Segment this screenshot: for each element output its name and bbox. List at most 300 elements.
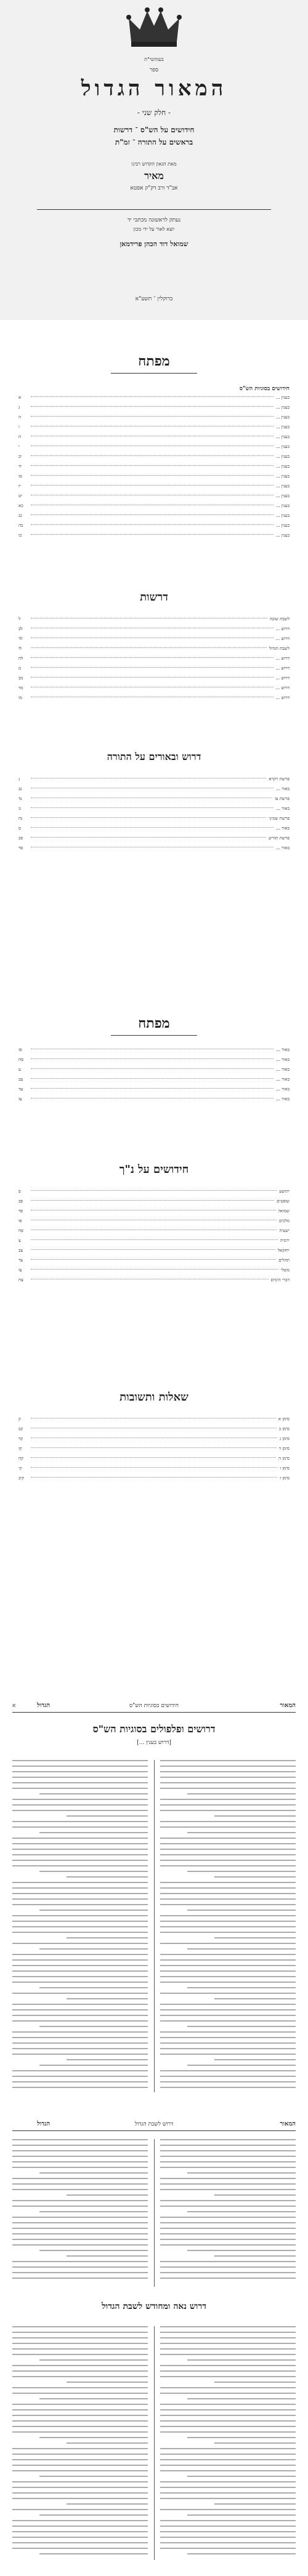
text-line — [12, 2048, 148, 2049]
text-line — [39, 2026, 148, 2027]
text-line — [160, 1943, 296, 1944]
text-line — [12, 2081, 148, 2082]
text-line — [12, 2037, 148, 2038]
toc-leader-dots — [31, 465, 274, 466]
toc-entry-text: דרוש ... — [275, 676, 290, 681]
toc-row — [18, 1237, 290, 1244]
toc-page-number: יז — [18, 484, 21, 489]
toc-entry-text: תהלים — [278, 1258, 290, 1263]
text-line — [160, 2266, 296, 2268]
text-line — [12, 2139, 148, 2140]
toc-page-number: פו — [18, 1218, 22, 1223]
text-line — [67, 1815, 148, 1817]
toc-page-number: ג — [18, 405, 20, 410]
toc-leader-dots — [31, 1457, 276, 1458]
text-line — [160, 2015, 296, 2016]
text-line — [12, 1970, 148, 1972]
text-line — [160, 1799, 296, 1800]
text-line — [12, 2448, 148, 2449]
toc-row — [18, 1076, 290, 1083]
text-line — [12, 2156, 148, 2157]
toc-heading: מפתח — [138, 353, 170, 369]
toc-page-number: נב — [18, 786, 22, 791]
toc-page-number: כג — [18, 513, 22, 518]
toc-entry-text: בענין ... — [275, 405, 290, 410]
text-page-1 — [0, 1698, 308, 2105]
text-line — [39, 2359, 148, 2361]
text-line — [12, 1915, 148, 1916]
toc-entry-text: סימן ז — [280, 1476, 290, 1481]
text-line — [160, 1887, 296, 1889]
toc-section-c — [18, 1415, 290, 1484]
text-line — [160, 2326, 296, 2327]
text-line — [67, 1937, 148, 1938]
toc-entry-text: דרוש ... — [275, 656, 290, 661]
running-head-left: הגדול — [37, 1702, 51, 1709]
text-line — [160, 1804, 296, 1806]
toc-entry-text: דרוש ... — [275, 666, 290, 671]
text-line — [160, 1965, 296, 1966]
toc-entry-text: פרשת תזריע — [268, 836, 290, 841]
publisher-name: שמואל דוד הכהן פרידמאן — [120, 240, 188, 248]
page-number: א — [12, 1703, 16, 1709]
text-line — [160, 2183, 296, 2185]
toc-row — [18, 512, 290, 519]
toc-page-number: צח — [18, 1278, 23, 1282]
toc-row — [18, 795, 290, 802]
text-line — [12, 1898, 148, 1900]
text-line — [160, 1959, 296, 1961]
toc-row — [18, 453, 290, 460]
toc-leader-dots — [31, 524, 274, 525]
text-line — [160, 2526, 296, 2527]
toc-row — [18, 805, 290, 812]
toc-page-number: סב — [18, 836, 23, 841]
text-line — [214, 1876, 296, 1878]
text-line — [12, 2015, 148, 2016]
text-line — [12, 2004, 148, 2005]
toc-row — [18, 1095, 290, 1103]
toc-entry-text: מלכים — [278, 1218, 290, 1223]
text-line — [160, 2239, 296, 2240]
toc-leader-dots — [31, 657, 274, 658]
text-line — [67, 1998, 148, 1999]
toc-entry-text: בענין ... — [275, 503, 290, 508]
text-line — [39, 1910, 148, 1911]
text-line — [160, 2481, 296, 2482]
toc-row — [18, 1425, 290, 1433]
body-text-right-col — [160, 1760, 296, 2092]
toc-page-number: סד — [18, 846, 23, 850]
body-text-right-col — [160, 2326, 296, 2559]
text-line — [160, 2542, 296, 2543]
text-line — [160, 2343, 296, 2344]
toc-entry-text: באור ... — [276, 1057, 290, 1062]
text-line — [39, 2553, 148, 2554]
toc-page-number: לד — [18, 636, 23, 641]
text-line — [187, 1987, 296, 1988]
toc-entry-text: דרוש ... — [275, 686, 290, 690]
toc-entry-text: דברי הימים — [270, 1278, 290, 1282]
text-line — [160, 1993, 296, 1994]
toc-page-number: קח — [18, 1456, 23, 1461]
body-text-left-col — [12, 1760, 148, 2092]
toc-page-number: פד — [18, 1209, 23, 1214]
toc-leader-dots — [31, 1239, 278, 1240]
title-page — [0, 0, 308, 320]
text-line — [12, 2161, 148, 2162]
toc-page-number: עו — [18, 1097, 22, 1102]
toc-leader-dots — [31, 827, 274, 828]
text-line — [160, 1854, 296, 1855]
toc-entry-text: בענין ... — [275, 425, 290, 430]
toc-row — [18, 1066, 290, 1073]
body-text-left-col — [12, 2326, 148, 2559]
publisher-line-2: יוצא לאור על ידי מכון — [133, 226, 175, 232]
text-line — [12, 1838, 148, 1839]
text-line — [67, 2503, 148, 2505]
author-line-2: אב"ד ורב דק"ק אפטא — [130, 185, 178, 191]
toc-row — [18, 414, 290, 421]
text-line — [160, 2042, 296, 2044]
text-line — [12, 2087, 148, 2088]
text-line — [160, 2365, 296, 2366]
toc-row — [18, 694, 290, 702]
text-line — [160, 1838, 296, 1839]
text-line — [12, 1954, 148, 1955]
toc-entry-text: בענין ... — [275, 434, 290, 439]
text-line — [12, 2348, 148, 2350]
text-line — [12, 2054, 148, 2055]
toc-row — [18, 492, 290, 500]
toc-entry-text: בענין ... — [275, 395, 290, 400]
text-line — [12, 2426, 148, 2427]
text-line — [160, 1826, 296, 1828]
toc-entry-text: בענין ... — [275, 444, 290, 449]
toc-row — [18, 825, 290, 832]
text-line — [12, 2470, 148, 2471]
text-line — [160, 2150, 296, 2151]
toc-entry-text: דרוש ... — [275, 636, 290, 641]
text-line — [12, 2415, 148, 2416]
text-line — [160, 1893, 296, 1894]
text-line — [12, 1771, 148, 1772]
toc-row — [18, 674, 290, 682]
text-line — [39, 2514, 148, 2516]
text-line — [160, 2081, 296, 2082]
text-line — [160, 2492, 296, 2494]
text-line — [160, 1932, 296, 1933]
toc-entry-text: יחזקאל — [277, 1248, 290, 1253]
text-line — [160, 2037, 296, 2038]
text-line — [12, 1854, 148, 1855]
toc-page-number: מב — [18, 676, 23, 681]
running-head-center: דרוש לשבת הגדול — [134, 2121, 174, 2127]
text-line — [12, 1865, 148, 1866]
book-subtitle-1: חידושים על הש"ס ־ דרשות — [113, 126, 195, 134]
text-line — [160, 1777, 296, 1778]
toc-entry-text: באור ... — [276, 1067, 290, 1072]
toc-page-number: נו — [18, 806, 22, 811]
text-line — [12, 2206, 148, 2207]
toc-section-title: חידושים על נ"ך — [119, 1163, 189, 1176]
text-line — [214, 1937, 296, 1938]
text-line — [12, 2454, 148, 2455]
column-divider — [154, 2326, 155, 2560]
text-line — [12, 2150, 148, 2151]
toc-entry-text: סימן ג — [279, 1436, 290, 1441]
text-line — [39, 2250, 148, 2251]
toc-section-b — [18, 1188, 290, 1286]
text-line — [160, 1954, 296, 1955]
text-line — [12, 1921, 148, 1922]
toc-page-number: צד — [18, 1258, 23, 1263]
text-line — [160, 2470, 296, 2471]
text-line — [67, 2382, 148, 2383]
text-line — [160, 2520, 296, 2521]
toc-row — [18, 1455, 290, 1462]
text-line — [12, 2487, 148, 2488]
text-line — [160, 2376, 296, 2377]
text-line — [12, 2222, 148, 2223]
book-title: המאור הגדול — [81, 76, 227, 101]
text-line — [12, 2020, 148, 2022]
toc-row — [18, 1415, 290, 1423]
text-line — [187, 1793, 296, 1794]
text-line — [12, 1760, 148, 1761]
text-line — [214, 1815, 296, 1817]
toc-row — [18, 502, 290, 510]
text-line — [160, 2409, 296, 2410]
place-year: ברוקלין ־ תשע"א — [135, 296, 173, 302]
text-line — [39, 2437, 148, 2438]
text-line — [160, 2054, 296, 2055]
text-line — [12, 2070, 148, 2071]
toc-page-number: לו — [18, 646, 22, 651]
text-line — [160, 2020, 296, 2022]
text-line — [160, 2228, 296, 2229]
toc-row — [18, 625, 290, 633]
text-line — [160, 2454, 296, 2455]
toc-entry-text: באור ... — [276, 786, 290, 791]
text-line — [12, 1893, 148, 1894]
text-line — [160, 2370, 296, 2372]
toc-entry-text: באור ... — [276, 1087, 290, 1092]
text-line — [160, 2233, 296, 2234]
text-line — [160, 2420, 296, 2422]
toc-entry-text: יהושע — [279, 1189, 290, 1194]
toc-row — [18, 775, 290, 783]
toc-row — [18, 844, 290, 852]
text-line — [12, 2404, 148, 2405]
toc-leader-dots — [31, 1068, 274, 1069]
text-line — [160, 1860, 296, 1861]
toc-page-number: עד — [18, 1087, 23, 1092]
toc-row — [18, 645, 290, 652]
text-line — [160, 1882, 296, 1883]
toc-entry-text: באור ... — [276, 806, 290, 811]
text-line — [39, 1793, 148, 1794]
toc-row — [18, 635, 290, 642]
toc-leader-dots — [31, 837, 266, 838]
toc-entry-text: בענין ... — [275, 494, 290, 498]
toc-page-number: טו — [18, 474, 23, 479]
text-line — [12, 1904, 148, 1905]
toc-entry-text: משלי — [280, 1268, 290, 1273]
toc-page-number: פ — [18, 1189, 21, 1194]
toc-entry-text: בענין ... — [275, 415, 290, 420]
toc-entry-text: באור ... — [276, 1047, 290, 1052]
text-line — [160, 1921, 296, 1922]
text-line — [12, 2178, 148, 2179]
column-divider — [154, 2139, 155, 2287]
toc-leader-dots — [31, 647, 267, 648]
toc-entry-text: ישעיה — [279, 1228, 290, 1233]
toc-row — [18, 1474, 290, 1482]
toc-row — [18, 1207, 290, 1215]
text-line — [214, 2255, 296, 2257]
text-line — [67, 2194, 148, 2196]
text-line — [160, 1788, 296, 1789]
crown-icon — [126, 6, 182, 49]
text-line — [12, 2354, 148, 2355]
toc-entry-text: דרוש ... — [275, 695, 290, 700]
toc-section-title: חידושים בסוגיות הש"ס — [239, 386, 290, 392]
text-line — [67, 2255, 148, 2257]
text-line — [12, 1766, 148, 1767]
text-line — [160, 2261, 296, 2262]
toc-page-number: ל — [18, 617, 21, 622]
text-line — [214, 1998, 296, 1999]
toc-entry-text: שופטים — [277, 1199, 290, 1204]
text-line — [160, 2076, 296, 2077]
text-line — [187, 2476, 296, 2477]
toc-row — [18, 1247, 290, 1254]
text-line — [160, 2178, 296, 2179]
text-line — [160, 2337, 296, 2338]
text-line — [39, 2476, 148, 2477]
toc-row — [18, 1056, 290, 1063]
toc-entry-text: בענין ... — [275, 484, 290, 489]
toc-entry-text: באור ... — [276, 826, 290, 831]
text-line — [160, 2465, 296, 2466]
toc-leader-dots — [31, 1088, 274, 1089]
text-line — [160, 2200, 296, 2201]
toc-page-number: קו — [18, 1446, 22, 1451]
title-sefer: ספר — [149, 67, 159, 73]
text-line — [160, 2448, 296, 2449]
toc-leader-dots — [31, 817, 266, 818]
text-line — [187, 2065, 296, 2066]
text-line — [12, 1782, 148, 1783]
toc-page-number: יד — [18, 464, 22, 469]
page-title: דרושים ופלפולים בסוגיות הש"ס — [92, 1723, 216, 1735]
text-line — [12, 2365, 148, 2366]
toc-page-number: יב — [18, 454, 22, 459]
toc-leader-dots — [31, 406, 274, 407]
text-line — [12, 2233, 148, 2234]
toc-row — [18, 463, 290, 470]
text-line — [160, 1843, 296, 1844]
toc-page-number: מד — [18, 686, 23, 690]
text-line — [187, 1871, 296, 1872]
text-line — [12, 1976, 148, 1977]
text-line — [67, 2442, 148, 2444]
text-line — [12, 1926, 148, 1927]
text-line — [187, 2398, 296, 2399]
toc-page-number: יט — [18, 494, 23, 498]
text-line — [160, 1865, 296, 1866]
text-line — [187, 1948, 296, 1950]
text-line — [160, 2272, 296, 2273]
text-page-2 — [0, 2117, 308, 2576]
toc-leader-dots — [31, 1477, 277, 1478]
text-line — [214, 2382, 296, 2383]
toc-entry-text: ירמיה — [280, 1238, 290, 1243]
text-line — [160, 2244, 296, 2246]
toc-page-number: קב — [18, 1426, 23, 1431]
text-line — [160, 2548, 296, 2549]
text-line — [12, 2042, 148, 2044]
text-line — [12, 2009, 148, 2010]
page-subtitle: [דרוש בענין ...] — [137, 1740, 171, 1746]
toc-entry-text: בענין ... — [275, 474, 290, 479]
toc-page-1 — [0, 345, 308, 997]
text-line — [160, 2009, 296, 2010]
toc-section-c — [18, 775, 290, 854]
text-line — [12, 2278, 148, 2279]
toc-row — [18, 1046, 290, 1054]
text-line — [12, 2326, 148, 2327]
text-line — [187, 2172, 296, 2174]
toc-leader-dots — [31, 455, 274, 456]
toc-leader-dots — [31, 1249, 275, 1250]
toc-entry-text: באור ... — [276, 846, 290, 850]
body-text-right-col — [160, 2139, 296, 2283]
toc-page-number: עב — [18, 1077, 23, 1082]
text-line — [12, 2481, 148, 2482]
text-line — [214, 2503, 296, 2505]
text-line — [12, 2498, 148, 2499]
toc-row — [18, 1266, 290, 1274]
toc-entry-text: בענין ... — [275, 513, 290, 518]
toc-entry-text: באור ... — [276, 1097, 290, 1102]
toc-row — [18, 834, 290, 842]
text-line — [160, 2156, 296, 2157]
toc-row — [18, 482, 290, 490]
text-line — [12, 2272, 148, 2273]
text-line — [160, 1926, 296, 1927]
toc-page-number: כא — [18, 503, 23, 508]
text-line — [12, 2266, 148, 2268]
toc-page-number: ו — [18, 425, 20, 430]
toc-leader-dots — [31, 485, 274, 486]
text-line — [160, 2531, 296, 2532]
text-line — [12, 2076, 148, 2077]
text-line — [12, 2200, 148, 2201]
text-line — [12, 2409, 148, 2410]
running-head-left: הגדול — [37, 2121, 51, 2127]
toc-row — [18, 473, 290, 480]
toc-leader-dots — [31, 1078, 274, 1079]
toc-page-number: לח — [18, 656, 23, 661]
toc-leader-dots — [31, 514, 274, 515]
toc-leader-dots — [31, 534, 274, 535]
toc-page-number: צו — [18, 1268, 22, 1273]
text-line — [187, 2250, 296, 2251]
text-line — [12, 1799, 148, 1800]
text-line — [160, 2459, 296, 2460]
